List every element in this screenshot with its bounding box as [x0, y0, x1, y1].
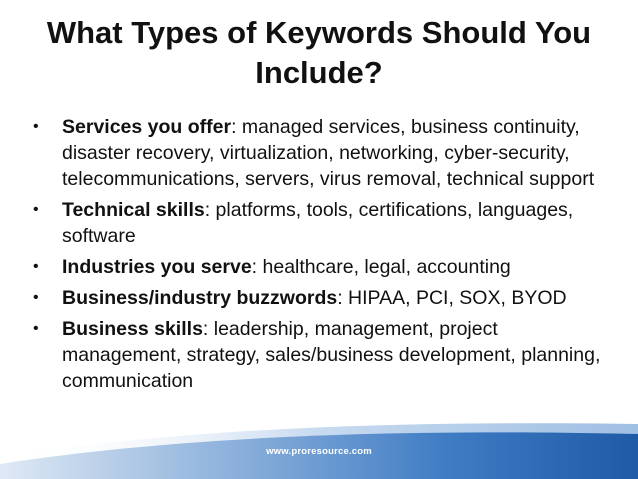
bullet-icon: • [33, 258, 39, 275]
bullet-term: Business skills [62, 318, 203, 340]
bullet-text: : platforms, tools, certifications, languages, software [62, 199, 574, 247]
bullet-term: Services you offer [62, 116, 232, 138]
bullet-term: Business/industry buzzwords [62, 287, 338, 309]
bullet-icon: • [33, 201, 39, 218]
bullet-icon: • [33, 320, 39, 337]
bullet-item-services [31, 114, 621, 192]
bullet-item-technical-skills [31, 197, 621, 249]
bullet-text: : leadership, management, project management, strategy, sales/business development, planning, communication [62, 318, 601, 392]
slide-title: What Types of Keywords Should You Include? [46, 15, 592, 90]
bullet-item-industries [31, 254, 621, 280]
bullet-item-buzzwords [31, 285, 621, 311]
bullet-item-business-skills [31, 316, 621, 394]
bullet-list [31, 114, 621, 399]
footer-url[interactable]: www.proresource.com [266, 446, 372, 457]
bullet-term: Industries you serve [62, 256, 252, 278]
bullet-icon: • [33, 118, 39, 135]
bullet-text: : managed services, business continuity, disaster recovery, virtualization, networking, cyber-security, telecommunications, servers, virus removal, technical support [62, 116, 595, 190]
bullet-icon: • [33, 289, 39, 306]
bullet-text: : HIPAA, PCI, SOX, BYOD [337, 287, 567, 309]
bullet-text: : healthcare, legal, accounting [251, 256, 511, 278]
bullet-term: Technical skills [62, 199, 205, 221]
